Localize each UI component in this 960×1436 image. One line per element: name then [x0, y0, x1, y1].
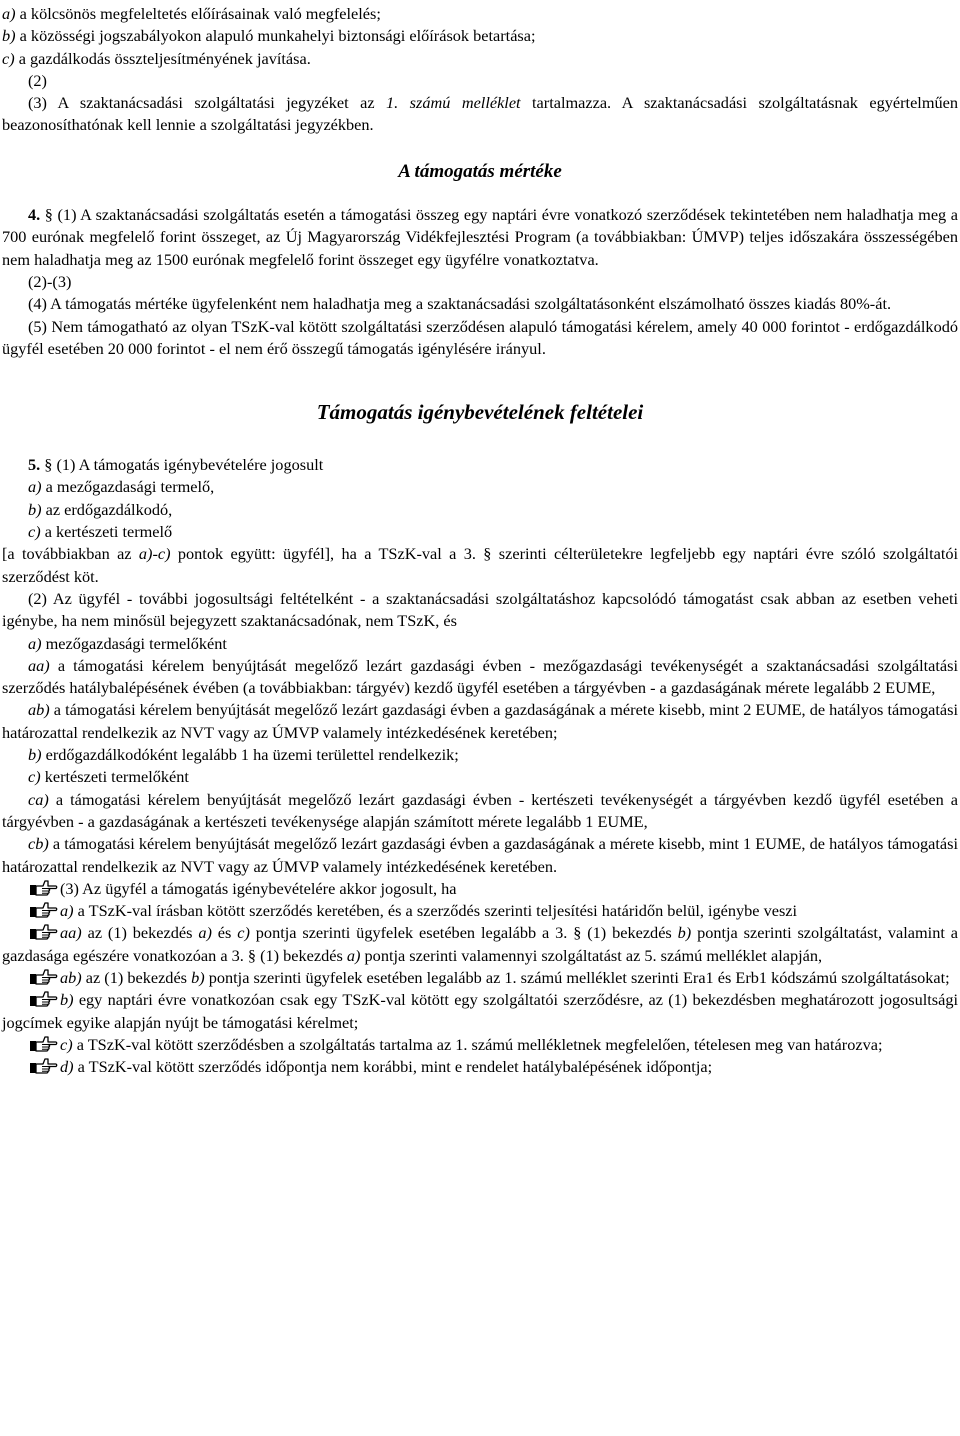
- pointing-hand-icon: [28, 922, 58, 940]
- paragraph-text: (3) A szaktanácsadási szolgáltatási jegyzéket az: [28, 93, 386, 113]
- item-text: pontja szerinti ügyfelek esetében legalább az 1. számú melléklet szerinti Era1 és Erb1 kódszámú szolgáltatásokat;: [204, 967, 950, 987]
- paragraph-text: pontok együtt: ügyfél], ha a TSzK-val a 3. § szerinti célterületekre legfeljebb egy naptári évre szóló szolgáltatói szerződést köt.: [2, 544, 959, 586]
- condition-cb: [2, 833, 958, 878]
- item-text: a kertészeti termelő: [40, 522, 173, 542]
- pointing-hand-icon: [28, 967, 58, 985]
- section-5-paragraph-1: [2, 454, 958, 476]
- item-label: b): [28, 499, 42, 519]
- paragraph-text: (3) Az ügyfél a támogatás igénybevételére akkor jogosult, ha: [60, 878, 457, 898]
- item-text: az (1) bekezdés: [81, 923, 199, 943]
- item-label: b): [677, 923, 692, 943]
- condition-a: [2, 633, 958, 655]
- item-label: b): [191, 967, 205, 987]
- item-text: a közösségi jogszabályokon alapuló munkahelyi biztonsági előírások betartása;: [15, 26, 536, 46]
- item-text: pontja szerinti ügyfelek esetében legalább a 3. § (1) bekezdés: [249, 923, 678, 943]
- item-label: aa): [28, 655, 50, 675]
- item-label: a): [60, 901, 74, 921]
- eligible-c: [2, 521, 958, 543]
- item-a: [2, 3, 958, 25]
- annex-reference: 1. számú melléklet: [386, 93, 521, 113]
- pointing-hand-icon: [28, 1056, 58, 1074]
- requirement-b: [2, 989, 958, 1034]
- item-text: a támogatási kérelem benyújtását megelőző lezárt gazdasági évben - kertészeti tevékenységét a tárgyévben kezdő ügyfél esetében a tárgyévben - a gazdaságának a kertészeti tevékenysége alapján számított mérete legalább 1 EUME,: [2, 789, 958, 831]
- item-label: a): [346, 945, 361, 965]
- section-4-paragraph-4: (4) A támogatás mértéke ügyfelenként nem haladhatja meg a szaktanácsadási szolgáltatásonként elszámolható összes kiadás 80%-át.: [28, 294, 892, 314]
- item-label: b): [28, 745, 42, 765]
- item-text: az erdőgazdálkodó,: [41, 499, 173, 519]
- item-b: [2, 25, 958, 47]
- requirement-c: [2, 1034, 958, 1056]
- bracket-definition: [2, 543, 958, 588]
- item-text: a támogatási kérelem benyújtását megelőző lezárt gazdasági évben a gazdaságának a mérete kisebb, mint 1 EUME, de hatályos támogatási határozattal rendelkezik az NVT vagy az ÚMVP valamely intézkedésének keretében.: [2, 834, 958, 876]
- condition-c: [2, 766, 958, 788]
- pointing-hand-icon: [28, 900, 58, 918]
- section-5-paragraph-2: (2) Az ügyfél - további jogosultsági feltételként - a szaktanácsadási szolgáltatáshoz kapcsolódó támogatást csak abban az esetben veheti igénybe, ha nem minősül bejegyzett szaktanácsadónak, nem TSzK, és: [2, 588, 958, 631]
- condition-ca: [2, 789, 958, 834]
- paragraph-text: § (1) A szaktanácsadási szolgáltatás esetén a támogatási összeg egy naptári évre vonatkozó szerződések tekintetében nem haladhatja meg a 700 eurónak megfelelő forint összeget, az Új Magyarország Vidékfejlesztési Program (a továbbiakban: ÚMVP) teljes időszakára összességében nem haladhatja meg az 1500 eurónak megfelelő forint összeget egy ügyfélre vonatkoztatva.: [2, 205, 958, 269]
- condition-ab: [2, 699, 958, 744]
- item-label: d): [60, 1057, 74, 1077]
- item-text: a gazdálkodás összteljesítményének javítása.: [14, 48, 311, 68]
- item-label: ab): [28, 700, 50, 720]
- pointing-hand-icon: [28, 989, 58, 1007]
- item-label: b): [2, 26, 16, 46]
- item-label: cb): [28, 834, 49, 854]
- section-number: 4.: [28, 205, 41, 225]
- item-text: kertészeti termelőként: [40, 767, 189, 787]
- pointing-hand-icon: [28, 878, 58, 896]
- paragraph-text: tartalmazza. A szaktanácsadási szolgáltatásnak egyértelműen beazonosíthatónak kell lennie a szolgáltatási jegyzékben.: [2, 93, 958, 135]
- item-text: erdőgazdálkodóként legalább 1 ha üzemi területtel rendelkezik;: [41, 745, 459, 765]
- paragraph-3: [2, 92, 958, 137]
- section-4-paragraph-5: (5) Nem támogatható az olyan TSzK-val kötött szolgáltatási szerződésen alapuló támogatási kérelem, amely 40 000 forintot - erdőgazdálkodó ügyfél esetében 20 000 forintot - el nem érő összegű támogatás igénylésére irányul.: [2, 316, 958, 358]
- section-number: 5.: [28, 455, 41, 475]
- item-text: pontja szerinti valamennyi szolgáltatást az 5. számú melléklet alapján,: [360, 945, 823, 965]
- item-label: aa): [60, 923, 82, 943]
- item-text: a támogatási kérelem benyújtását megelőző lezárt gazdasági évben - mezőgazdasági tevékenységét a szaktanácsadási szolgáltatási szerződés hatálybalépésének évében (a továbbiakban: tárgyév) kezdő ügyfél esetében a tárgyévben - a gazdaságának mérete legalább 2 EUME,: [2, 655, 958, 698]
- item-text: mezőgazdasági termelőként: [41, 633, 227, 653]
- section-4-paragraph-2-3: (2)-(3): [28, 271, 72, 291]
- item-text: a támogatási kérelem benyújtását megelőző lezárt gazdasági évben a gazdaságának a mérete kisebb, mint 2 EUME, de hatályos támogatási határozattal rendelkezik az NVT vagy az ÚMVP valamely intézkedésének keretében;: [2, 700, 958, 742]
- item-text: a kölcsönös megfeleltetés előírásainak való megfelelés;: [15, 4, 381, 23]
- item-text: és: [211, 923, 238, 943]
- item-label: c): [2, 48, 15, 68]
- item-label: a): [198, 923, 212, 943]
- item-label: c): [28, 767, 41, 787]
- item-range: a)-c): [138, 544, 171, 564]
- section-5-paragraph-3: [2, 878, 958, 900]
- item-label: c): [28, 522, 41, 542]
- section-heading-conditions: Támogatás igénybevételének feltételei: [316, 400, 644, 425]
- item-text: a TSzK-val kötött szerződés időpontja nem korábbi, mint e rendelet hatálybalépésének időpontja;: [73, 1057, 713, 1077]
- document-page: [2, 3, 958, 1078]
- section-4-paragraph-1: [2, 204, 958, 271]
- requirement-ab: [2, 967, 958, 989]
- item-text: a TSzK-val kötött szerződésben a szolgáltatás tartalma az 1. számú mellékletnek megfelelően, tételesen meg van határozva;: [72, 1034, 883, 1054]
- item-text: a TSzK-val írásban kötött szerződés keretében, és a szerződés szerinti teljesítési határidőn belül, igénybe veszi: [73, 901, 798, 921]
- eligible-b: [2, 499, 958, 521]
- paragraph-text: [a továbbiakban az: [2, 544, 139, 564]
- section-heading-amount: A támogatás mértéke: [398, 160, 562, 182]
- item-label: ab): [60, 967, 82, 987]
- item-text: az (1) bekezdés: [81, 967, 192, 987]
- item-text: egy naptári évre vonatkozóan csak egy TSzK-val kötött egy szolgáltatói szerződésre, az (1) bekezdésben meghatározott jogosultsági jogcímek egyike alapján nyújt be támogatási kérelmet;: [2, 990, 958, 1032]
- item-label: ca): [28, 789, 49, 809]
- item-text: a mezőgazdasági termelő,: [41, 477, 215, 497]
- item-c: [2, 48, 958, 70]
- item-label: a): [28, 477, 42, 497]
- condition-b: [2, 744, 958, 766]
- item-label: a): [2, 4, 16, 23]
- paragraph-2: (2): [28, 70, 47, 90]
- item-label: c): [237, 923, 250, 943]
- item-label: a): [28, 633, 42, 653]
- paragraph-text: § (1) A támogatás igénybevételére jogosult: [40, 455, 324, 475]
- pointing-hand-icon: [28, 1034, 58, 1052]
- condition-aa: [2, 655, 958, 700]
- requirement-a: [2, 900, 958, 922]
- eligible-a: [2, 476, 958, 498]
- requirement-aa: [2, 922, 958, 967]
- requirement-d: [2, 1056, 958, 1078]
- item-text: pontja szerinti szolgáltatást, valamint a gazdasága egészére vonatkozóan a 3. § (1) bekezdés: [2, 923, 958, 965]
- item-label: b): [60, 990, 74, 1010]
- item-label: c): [60, 1034, 73, 1054]
